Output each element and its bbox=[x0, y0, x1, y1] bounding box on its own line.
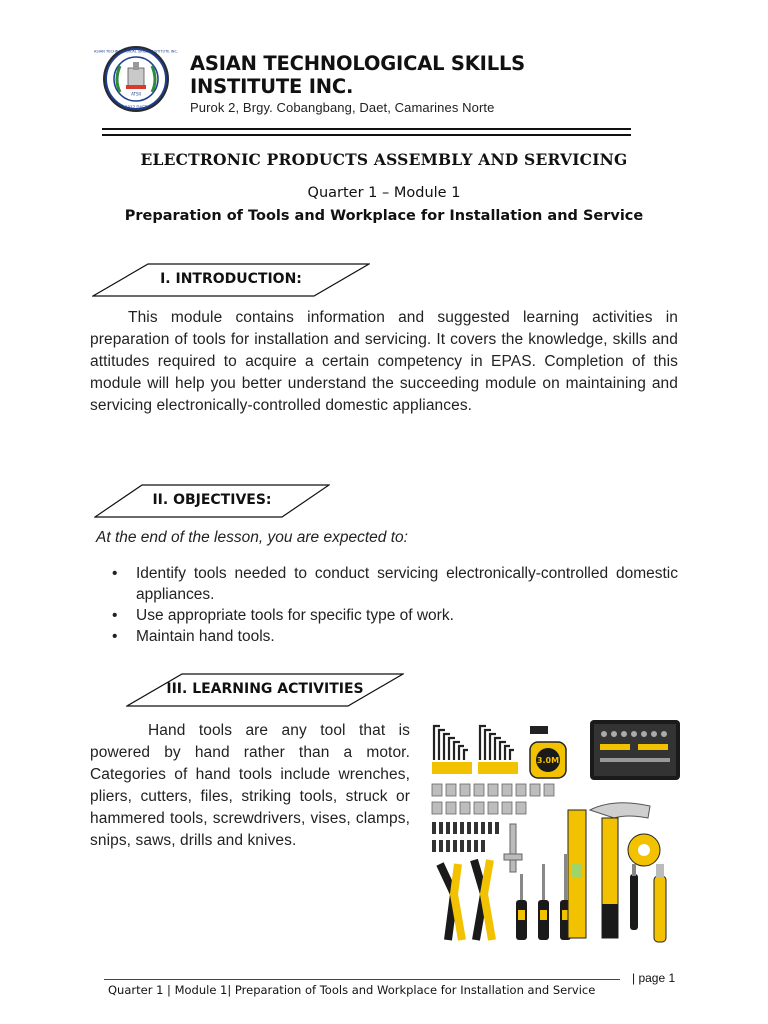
school-name-line1: ASIAN TECHNOLOGICAL SKILLS bbox=[190, 52, 526, 75]
page-number: | page 1 bbox=[632, 971, 676, 985]
footer-rule bbox=[104, 979, 620, 980]
spirit-level-icon bbox=[568, 810, 586, 938]
objectives-heading-banner bbox=[94, 484, 330, 518]
school-name-line2: INSTITUTE INC. bbox=[190, 75, 354, 98]
list-item: • Identify tools needed to conduct servicing electronically-controlled domestic appliances. bbox=[108, 563, 678, 605]
course-title: ELECTRONIC PRODUCTS ASSEMBLY AND SERVICING bbox=[140, 150, 628, 169]
footer-text: Quarter 1 | Module 1| Preparation of Tools and Workplace for Installation and Service bbox=[108, 983, 596, 997]
header-rule-bottom bbox=[102, 134, 631, 136]
school-address: Purok 2, Brgy. Cobangbang, Daet, Camarines Norte bbox=[190, 100, 495, 115]
list-item: • Use appropriate tools for specific type of work. bbox=[108, 605, 678, 626]
introduction-paragraph: This module contains information and suggested learning activities in preparation of tools for installation and servicing. It covers the knowledge, skills and attitudes required to acquire a certain competency in EPAS. Completion of this module will help you better understand the succeeding module on maintaining and servicing electronically-controlled domestic appliances. bbox=[90, 309, 678, 414]
introduction-heading-banner bbox=[92, 263, 370, 297]
learning-activities-heading: III. LEARNING ACTIVITIES bbox=[166, 681, 364, 697]
objectives-heading: II. OBJECTIVES: bbox=[152, 492, 272, 508]
objectives-lead: At the end of the lesson, you are expected to: bbox=[96, 529, 408, 546]
logo-year-text: 2017 DAET bbox=[124, 105, 148, 110]
objectives-list bbox=[108, 563, 678, 647]
logo-center-text: ATSII bbox=[131, 91, 141, 97]
school-name bbox=[190, 52, 525, 98]
header-rule-top bbox=[102, 128, 631, 130]
learning-activities-paragraph: Hand tools are any tool that is powered by hand rather than a motor. Categories of hand tools include wrenches, pliers, cutters, files, striking tools, struck or hammered tools, screwdrivers, vises, clamps, snips, saws, drills and knives. bbox=[90, 722, 410, 849]
hand-tools-image bbox=[418, 714, 690, 950]
list-item: • Maintain hand tools. bbox=[108, 626, 678, 647]
school-logo bbox=[88, 44, 184, 114]
logo-ring-text: ASIAN TECHNOLOGICAL SKILLS INSTITUTE INC. bbox=[93, 49, 179, 54]
learning-activities-heading-banner bbox=[126, 673, 404, 707]
quarter-module-line: Quarter 1 – Module 1 bbox=[307, 185, 461, 201]
module-title: Preparation of Tools and Workplace for Installation and Service bbox=[124, 208, 644, 224]
tool-case-icon bbox=[590, 720, 680, 780]
tape-label: 3.0M bbox=[536, 756, 560, 765]
tape-roll-icon bbox=[628, 834, 660, 866]
introduction-heading: I. INTRODUCTION: bbox=[160, 271, 302, 287]
